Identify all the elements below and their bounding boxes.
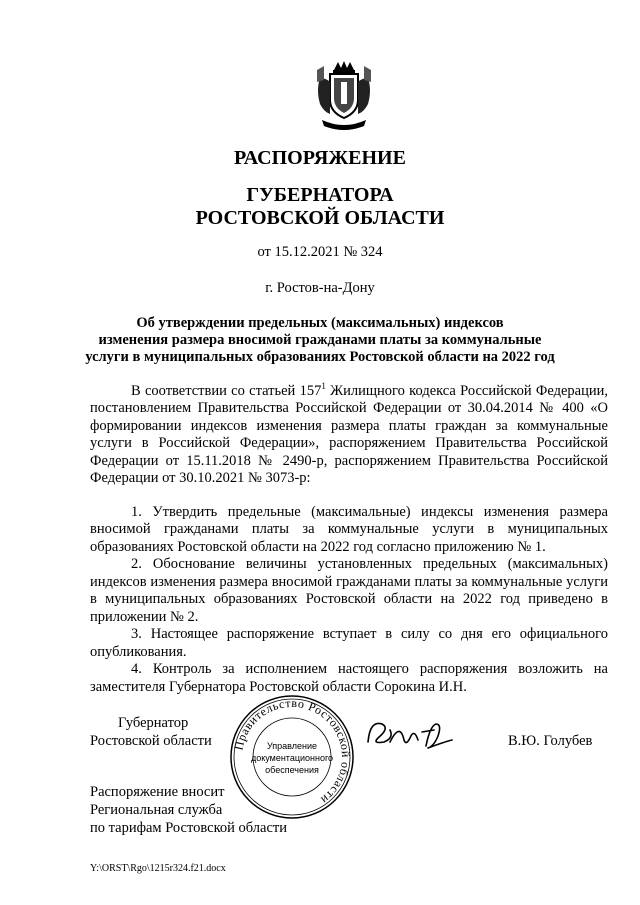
item-2: 2. Обоснование величины установленных предельных (максимальных) индексов изменения размера вносимой гражданами платы за коммунальные услуги в муниципальных образованиях Ростовской области на 2022 год приведено в приложении № 2.	[90, 556, 608, 625]
subject-line-2: изменения размера вносимой гражданами платы за коммунальные	[98, 332, 542, 348]
subject-line-3: услуги в муниципальных образованиях Ростовской области на 2022 год	[85, 349, 555, 365]
preamble-paragraph: В соответствии со статьей $157^1$ Жилищного кодекса Российской Федерации, постановлением Правительства Российской Федерации от 30.04.2014 № 400 «О формировании индексов изменения размера платы граждан за коммунальные услуги в Российской Федерации», распоряжением Правительства Российской Федерации от 15.11.2018 № 2490-р, распоряжением Правительства Российской Федерации от 30.10.2021 № 3073-р:	[90, 381, 608, 487]
signatory-position-1: Губернатор	[118, 715, 189, 731]
submitter-line-1: Распоряжение вносит	[90, 784, 225, 800]
handwritten-signature-icon	[360, 712, 470, 757]
submitter-line-2: Региональная служба	[90, 802, 223, 818]
signatory-name: В.Ю. Голубев	[508, 733, 593, 749]
item-4: 4. Контроль за исполнением настоящего распоряжения возложить на заместителя Губернатора Ростовской области Сорокина И.Н.	[90, 661, 608, 695]
stamp-ring-text: Правительство Ростовской области	[231, 695, 354, 808]
submitter-line-3: по тарифам Ростовской области	[90, 820, 287, 836]
issuer-line-2: РОСТОВСКОЙ ОБЛАСТИ	[195, 207, 445, 229]
item-1: 1. Утвердить предельные (максимальные) индексы изменения размера вносимой гражданами платы за коммунальные услуги в муниципальных образованиях Ростовской области на 2022 год согласно приложению № 1.	[90, 503, 608, 555]
item-3: 3. Настоящее распоряжение вступает в силу со дня его официального опубликования.	[90, 626, 608, 660]
official-stamp	[228, 693, 356, 821]
document-body	[90, 378, 608, 696]
superscript: 1	[321, 381, 326, 391]
document-type: РАСПОРЯЖЕНИЕ	[234, 147, 406, 169]
coat-of-arms-icon	[314, 60, 374, 134]
place: г. Ростов-на-Дону	[265, 280, 375, 296]
stamp-center-line-2: документационного	[250, 753, 334, 763]
stamp-center-line-1: Управление	[266, 741, 318, 751]
signatory-position-2: Ростовской области	[90, 733, 212, 749]
file-path: Y:\ORST\Rgo\1215r324.f21.docx	[90, 863, 226, 874]
date-number: от 15.12.2021 № 324	[257, 244, 383, 260]
subject-line-1: Об утверждении предельных (максимальных) индексов	[136, 315, 504, 331]
stamp-center-line-3: обеспечения	[265, 765, 319, 775]
issuer-line-1: ГУБЕРНАТОРА	[246, 184, 394, 206]
